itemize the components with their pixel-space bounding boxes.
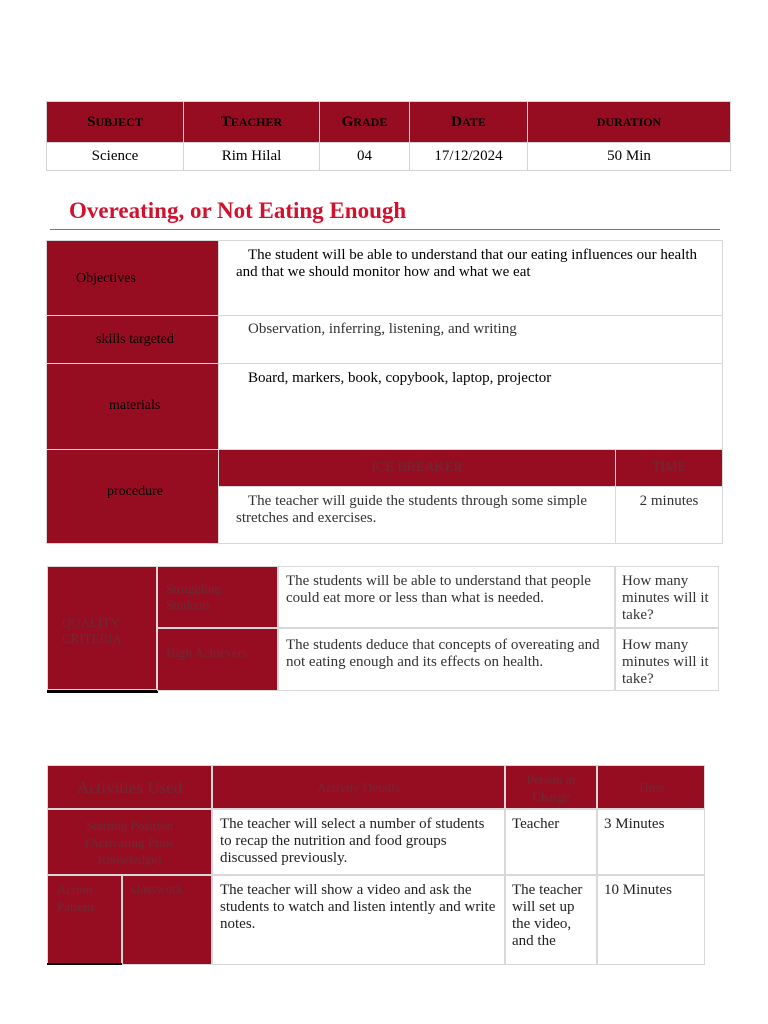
person-in-charge-header	[505, 765, 597, 809]
starting-position-label: Starting Position (Activating Prior Knowledge)	[85, 818, 174, 867]
duration-header: DURATION	[528, 102, 731, 143]
materials-label: materials	[47, 364, 219, 450]
title-divider	[50, 229, 720, 230]
struggling-students-cell	[157, 566, 278, 628]
time-header: TIME	[616, 450, 723, 487]
date-value: 17/12/2024	[410, 143, 528, 171]
header-values-row	[47, 143, 731, 171]
high-achievers-text: The students deduce that concepts of overeating and not eating enough and its effects on health.	[278, 628, 615, 691]
starting-position-time: 3 Minutes	[597, 809, 705, 875]
activity-details-header	[212, 765, 505, 809]
person-in-charge-label: Person in Charge	[526, 772, 576, 804]
action-pattern-person: The teacher will set up the video, and the	[505, 875, 597, 965]
action-pattern-details: The teacher will show a video and ask the students to watch and listen intently and write notes.	[212, 875, 505, 965]
duration-value: 50 Min	[528, 143, 731, 171]
skills-text: Observation, inferring, listening, and writing	[219, 316, 723, 364]
starting-position-person: Teacher	[505, 809, 597, 875]
skills-row	[47, 316, 723, 364]
grade-header: GRADE	[320, 102, 410, 143]
date-header: DATE	[410, 102, 528, 143]
quality-criteria-cell	[47, 566, 157, 690]
lesson-title: Overeating, or Not Eating Enough	[69, 198, 407, 223]
classwork-cell	[122, 875, 212, 965]
high-achievers-cell	[157, 628, 278, 691]
high-achievers-time: How many minutes will it take?	[615, 628, 719, 691]
subject-value: Science	[47, 143, 184, 171]
activity-time-label: Time	[637, 780, 665, 795]
action-pattern-cell	[47, 875, 122, 965]
action-pattern-label: Action Pattern	[57, 882, 94, 914]
header-row	[47, 102, 731, 143]
procedure-label: procedure	[47, 450, 219, 544]
objectives-text: The student will be able to understand that our eating influences our health and that we should monitor how and what we eat	[219, 241, 723, 316]
objectives-label: Objectives	[47, 241, 219, 316]
struggling-students-time: How many minutes will it take?	[615, 566, 719, 628]
activity-details-label: Activity Details	[317, 780, 400, 795]
subject-header: SUBJECT	[47, 102, 184, 143]
lesson-header-table	[46, 101, 731, 171]
materials-row	[47, 364, 723, 450]
struggling-students-text: The students will be able to understand that people could eat more or less than what is needed.	[278, 566, 615, 628]
classwork-label: classwork	[131, 881, 183, 896]
skills-label: skills targeted	[47, 316, 219, 364]
starting-position-details: The teacher will select a number of students to recap the nutrition and food groups discussed previously.	[212, 809, 505, 875]
starting-position-cell	[47, 809, 212, 875]
quality-criteria-label: QUALITY CRITERIA	[62, 615, 122, 646]
teacher-header: TEACHER	[184, 102, 320, 143]
activities-used-label: Activities Used	[76, 778, 183, 797]
procedure-text: The teacher will guide the students through some simple stretches and exercises.	[219, 487, 616, 544]
teacher-value: Rim Hilal	[184, 143, 320, 171]
action-pattern-time: 10 Minutes	[597, 875, 705, 965]
procedure-time: 2 minutes	[616, 487, 723, 544]
action-pattern-bottom-rule	[47, 963, 122, 965]
struggling-students-label: Struggling Students	[166, 581, 221, 612]
activity-time-header	[597, 765, 705, 809]
materials-text: Board, markers, book, copybook, laptop, projector	[219, 364, 723, 450]
lesson-plan-table	[46, 240, 723, 544]
grade-value: 04	[320, 143, 410, 171]
procedure-header-row	[47, 450, 723, 487]
quality-bottom-rule	[47, 690, 158, 693]
activities-used-header	[47, 765, 212, 809]
high-achievers-label: High Achievers	[166, 645, 248, 660]
objectives-row	[47, 241, 723, 316]
ice-breaker-header: ICE BREAKER	[219, 450, 616, 487]
